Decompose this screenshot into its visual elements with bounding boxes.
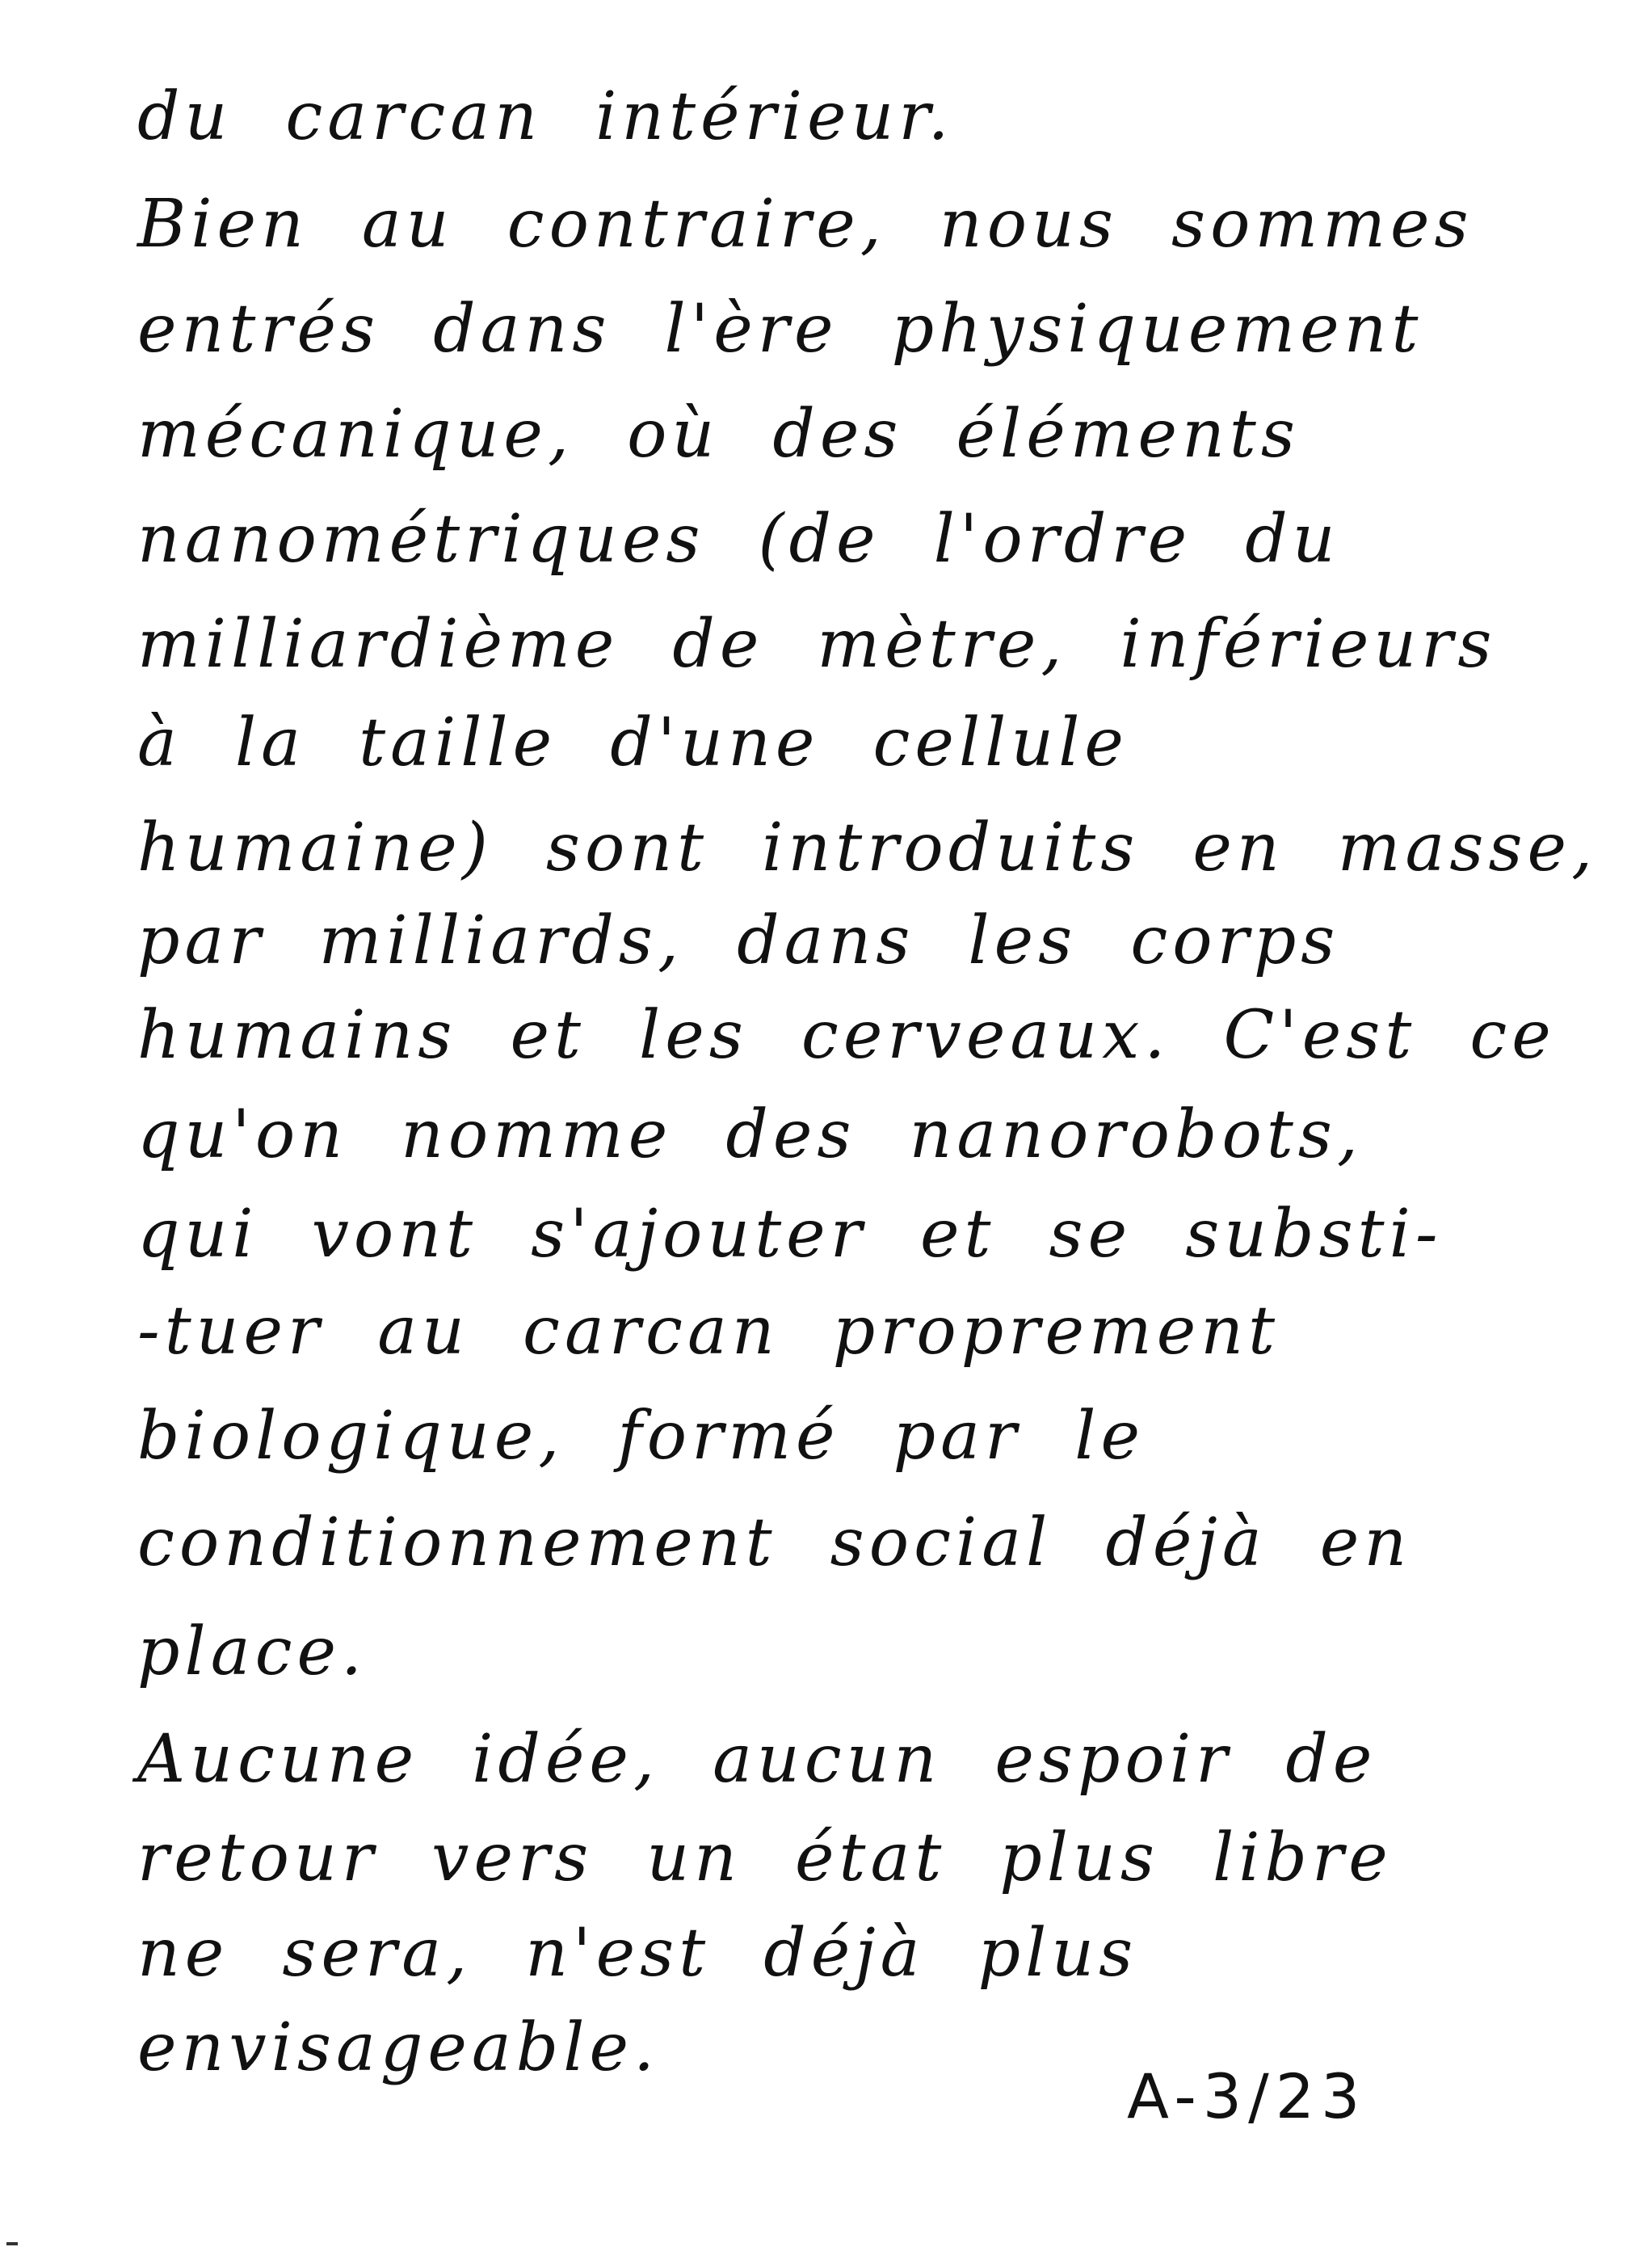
text-line: ne sera, n'est déjà plus [137,1915,1138,1992]
text-line: Aucune idée, aucun espoir de [137,1721,1377,1798]
text-line: biologique, formé par le [137,1398,1146,1475]
text-line: à la taille d'une cellule [137,705,1129,781]
text-line: place. [137,1614,368,1690]
text-line: qu'on nomme des nanorobots, [137,1096,1363,1173]
text-line: humaine) sont introduits en masse, [137,810,1598,886]
text-line: mécanique, où des éléments [137,396,1300,473]
text-line: envisageable. [137,2009,660,2086]
margin-mark [6,2242,18,2245]
text-line: nanométriques (de l'ordre du [137,501,1340,578]
text-line: entrés dans l'ère physiquement [137,291,1423,368]
text-line: par milliards, dans les corps [137,903,1340,979]
text-line: du carcan intérieur. [137,78,954,155]
page-number: A-3/23 [1127,2060,1367,2132]
text-line: Bien au contraire, nous sommes [137,186,1474,263]
text-line: conditionnement social déjà en [137,1504,1412,1581]
text-line: humains et les cerveaux. C'est ce [137,997,1556,1074]
text-line: qui vont s'ajouter et se substi- [137,1196,1443,1273]
text-line: -tuer au carcan proprement [137,1293,1280,1370]
text-line: milliardième de mètre, inférieurs [137,606,1497,683]
text-line: retour vers un état plus libre [137,1820,1393,1896]
